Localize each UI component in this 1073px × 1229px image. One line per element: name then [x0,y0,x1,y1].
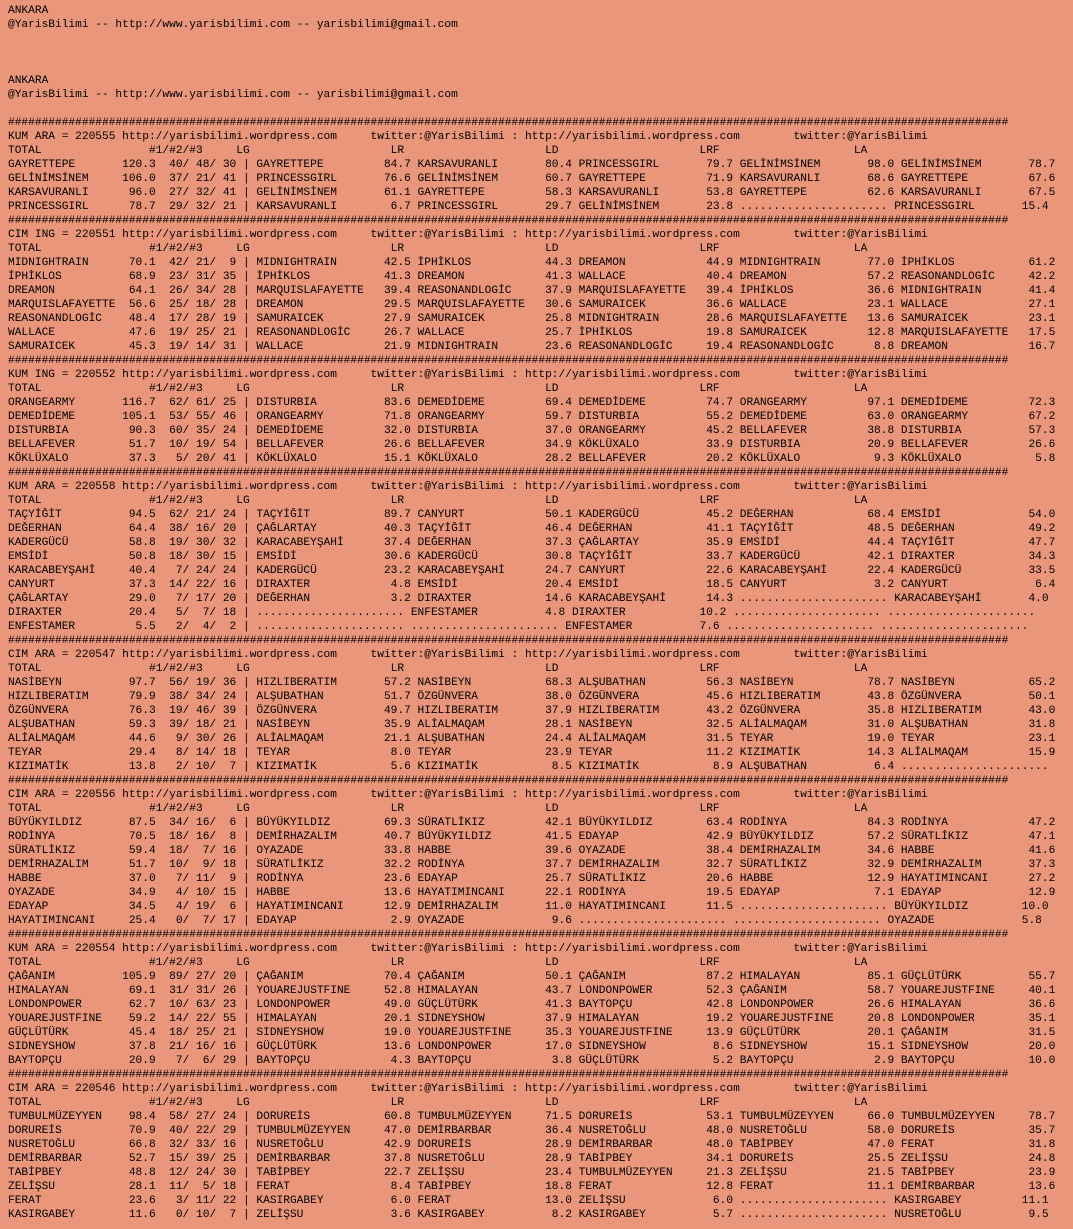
table-row: FERAT 23.6 3/ 11/ 22 | KASIRGABEY 6.0 FERAT 13.0 ZELİŞSU 6.0 ...................... KASIRGABEY 11.1 [8,1195,1049,1207]
table-row: ENFESTAMER 5.5 2/ 4/ 2 | ...................... ...................... ENFESTAMER 7.6 ...................... ...................... [8,621,1029,633]
column-header-row: TOTAL #1/#2/#3 LG LR LD LRF LA [8,383,868,395]
table-row: RODİNYA 70.5 18/ 16/ 8 | DEMİRHAZALIM 40.7 BÜYÜKYILDIZ 41.5 EDAYAP 42.9 BÜYÜKYILDIZ 57.2 SÜRATLİKIZ 47.1 [8,831,1056,843]
column-header-row: TOTAL #1/#2/#3 LG LR LD LRF LA [8,495,868,507]
table-row: DEMİRHAZALIM 51.7 10/ 9/ 18 | SÜRATLİKIZ 32.2 RODİNYA 37.7 DEMİRHAZALIM 32.7 SÜRATLİKIZ 32.9 DEMİRHAZALIM 37.3 [8,859,1056,871]
table-row: DISTURBIA 90.3 60/ 35/ 24 | DEMEDİDEME 32.0 DISTURBIA 37.0 ORANGEARMY 45.2 BELLAFEVER 38.8 DISTURBIA 57.3 [8,425,1056,437]
table-row: ÇAĞANIM 105.9 89/ 27/ 20 | ÇAĞANIM 70.4 ÇAĞANIM 50.1 ÇAĞANIM 87.2 HIMALAYAN 85.1 GÜÇLÜTÜRK 55.7 [8,971,1056,983]
table-row: HIMALAYAN 69.1 31/ 31/ 26 | YOUAREJUSTFINE 52.8 HIMALAYAN 43.7 LONDONPOWER 52.3 ÇAĞANIM 58.7 YOUAREJUSTFINE 40.1 [8,985,1056,997]
table-row: GÜÇLÜTÜRK 45.4 18/ 25/ 21 | SIDNEYSHOW 19.0 YOUAREJUSTFINE 35.3 YOUAREJUSTFINE 13.9 GÜÇLÜTÜRK 20.1 ÇAĞANIM 31.5 [8,1027,1056,1039]
table-row: GAYRETTEPE 120.3 40/ 48/ 30 | GAYRETTEPE 84.7 KARSAVURANLI 80.4 PRINCESSGIRL 79.7 GELİNİMSİNEM 98.0 GELİNİMSİNEM 78.7 [8,159,1056,171]
table-row: CANYURT 37.3 14/ 22/ 16 | DIRAXTER 4.8 EMSİDİ 20.4 EMSİDİ 18.5 CANYURT 3.2 CANYURT 6.4 [8,579,1056,591]
blank-line [8,102,1073,116]
table-row: GELİNİMSİNEM 106.0 37/ 21/ 41 | PRINCESSGIRL 76.6 GELİNİMSİNEM 60.7 GAYRETTEPE 71.9 KARSAVURANLI 68.6 GAYRETTEPE 67.6 [8,173,1056,185]
table-row: WALLACE 47.6 19/ 25/ 21 | REASONANDLOGİC 26.7 WALLACE 25.7 İPHİKLOS 19.8 SAMURAICEK 12.8 MARQUISLAFAYETTE 17.5 [8,327,1056,339]
separator-line: ##################################################################################################################################################### [8,929,1009,941]
site-info-line: @YarisBilimi -- http://www.yarisbilimi.com -- yarisbilimi@gmail.com [8,19,458,31]
table-row: ALŞUBATHAN 59.3 39/ 18/ 21 | NASİBEYN 35.9 ALİALMAQAM 28.1 NASİBEYN 32.5 ALİALMAQAM 31.0 ALŞUBATHAN 31.8 [8,719,1056,731]
table-row: TAÇYİĞİT 94.5 62/ 21/ 24 | TAÇYİĞİT 89.7 CANYURT 50.1 KADERGÜCÜ 45.2 DEĞERHAN 68.4 EMSİDİ 54.0 [8,509,1056,521]
table-row: EMSİDİ 50.8 18/ 30/ 15 | EMSİDİ 30.6 KADERGÜCÜ 30.8 TAÇYİĞİT 33.7 KADERGÜCÜ 42.1 DIRAXTER 34.3 [8,551,1056,563]
table-row: HABBE 37.0 7/ 11/ 9 | RODİNYA 23.6 EDAYAP 25.7 SÜRATLİKIZ 20.6 HABBE 12.9 HAYATIMINCANI 27.2 [8,873,1056,885]
table-row: EDAYAP 34.5 4/ 19/ 6 | HAYATIMINCANI 12.9 DEMİRHAZALIM 11.0 HAYATIMINCANI 11.5 ...................... BÜYÜKYILDIZ 10.0 [8,901,1049,913]
table-row: HAYATIMINCANI 25.4 0/ 7/ 17 | EDAYAP 2.9 OYAZADE 9.6 ...................... ...................... OYAZADE 5.8 [8,915,1042,927]
table-row: BAYTOPÇU 20.9 7/ 6/ 29 | BAYTOPÇU 4.3 BAYTOPÇU 3.8 GÜÇLÜTÜRK 5.2 BAYTOPÇU 2.9 BAYTOPÇU 10.0 [8,1055,1056,1067]
table-row: MARQUISLAFAYETTE 56.6 25/ 18/ 28 | DREAMON 29.5 MARQUISLAFAYETTE 30.6 SAMURAICEK 36.6 WALLACE 23.1 WALLACE 27.1 [8,299,1056,311]
table-row: ORANGEARMY 116.7 62/ 61/ 25 | DISTURBIA 83.6 DEMEDİDEME 69.4 DEMEDİDEME 74.7 ORANGEARMY 97.1 DEMEDİDEME 72.3 [8,397,1056,409]
table-row: SAMURAICEK 45.3 19/ 14/ 31 | WALLACE 21.9 MIDNIGHTRAIN 23.6 REASONANDLOGİC 19.4 REASONANDLOGİC 8.8 DREAMON 16.7 [8,341,1056,353]
table-row: KIZIMATİK 13.8 2/ 10/ 7 | KIZIMATİK 5.6 KIZIMATİK 8.5 KIZIMATİK 8.9 ALŞUBATHAN 6.4 ...................... [8,761,1049,773]
table-row: ZELİŞSU 28.1 11/ 5/ 18 | FERAT 8.4 TABİPBEY 18.8 FERAT 12.8 FERAT 11.1 DEMİRBARBAR 13.6 [8,1181,1056,1193]
column-header-row: TOTAL #1/#2/#3 LG LR LD LRF LA [8,145,868,157]
table-row: OYAZADE 34.9 4/ 10/ 15 | HABBE 13.6 HAYATIMINCANI 22.1 RODİNYA 19.5 EDAYAP 7.1 EDAYAP 12.9 [8,887,1056,899]
table-row: NUSRETOĞLU 66.8 32/ 33/ 16 | NUSRETOĞLU 42.9 DORUREİS 28.9 DEMİRBARBAR 48.0 TABİPBEY 47.0 FERAT 31.8 [8,1139,1056,1151]
column-header-row: TOTAL #1/#2/#3 LG LR LD LRF LA [8,1097,868,1109]
table-row: ALİALMAQAM 44.6 9/ 30/ 26 | ALİALMAQAM 21.1 ALŞUBATHAN 24.4 ALİALMAQAM 31.5 TEYAR 19.0 TEYAR 23.1 [8,733,1056,745]
race-header: CIM ARA = 220547 http://yarisbilimi.wordpress.com twitter:@YarisBilimi : http://yarisbilimi.wordpress.com twitter:@YarisBilimi [8,649,928,661]
separator-line: ##################################################################################################################################################### [8,215,1009,227]
table-row: KÖKLÜXALO 37.3 5/ 20/ 41 | KÖKLÜXALO 15.1 KÖKLÜXALO 28.2 BELLAFEVER 20.2 KÖKLÜXALO 9.3 KÖKLÜXALO 5.8 [8,453,1056,465]
table-row: TUMBULMÜZEYYEN 98.4 58/ 27/ 24 | DORUREİS 60.8 TUMBULMÜZEYYEN 71.5 DORUREİS 53.1 TUMBULMÜZEYYEN 66.0 TUMBULMÜZEYYEN 78.7 [8,1111,1056,1123]
table-row: İPHİKLOS 68.9 23/ 31/ 35 | İPHİKLOS 41.3 DREAMON 41.3 WALLACE 40.4 DREAMON 57.2 REASONANDLOGİC 42.2 [8,271,1056,283]
table-row: MIDNIGHTRAIN 70.1 42/ 21/ 9 | MIDNIGHTRAIN 42.5 İPHİKLOS 44.3 DREAMON 44.9 MIDNIGHTRAIN 77.0 İPHİKLOS 61.2 [8,257,1056,269]
table-row: BELLAFEVER 51.7 10/ 19/ 54 | BELLAFEVER 26.6 BELLAFEVER 34.9 KÖKLÜXALO 33.9 DISTURBIA 20.9 BELLAFEVER 26.6 [8,439,1056,451]
table-row: KARACABEYŞAHİ 40.4 7/ 24/ 24 | KADERGÜCÜ 23.2 KARACABEYŞAHİ 24.7 CANYURT 22.6 KARACABEYŞAHİ 22.4 KADERGÜCÜ 33.5 [8,565,1056,577]
table-row: BÜYÜKYILDIZ 87.5 34/ 16/ 6 | BÜYÜKYILDIZ 69.3 SÜRATLİKIZ 42.1 BÜYÜKYILDIZ 63.4 RODİNYA 84.3 RODİNYA 47.2 [8,817,1056,829]
race-header: KUM ARA = 220554 http://yarisbilimi.wordpress.com twitter:@YarisBilimi : http://yarisbilimi.wordpress.com twitter:@YarisBilimi [8,943,928,955]
site-info-line: @YarisBilimi -- http://www.yarisbilimi.com -- yarisbilimi@gmail.com [8,89,458,101]
table-row: DIRAXTER 20.4 5/ 7/ 18 | ...................... ENFESTAMER 4.8 DIRAXTER 10.2 ...................... ...................... [8,607,1036,619]
table-row: TEYAR 29.4 8/ 14/ 18 | TEYAR 8.0 TEYAR 23.9 TEYAR 11.2 KIZIMATİK 14.3 ALİALMAQAM 15.9 [8,747,1056,759]
separator-line: ##################################################################################################################################################### [8,775,1009,787]
table-row: PRINCESSGIRL 78.7 29/ 32/ 21 | KARSAVURANLI 6.7 PRINCESSGIRL 29.7 GELİNİMSİNEM 23.8 ...................... PRINCESSGIRL 15.4 [8,201,1049,213]
table-row: DREAMON 64.1 26/ 34/ 28 | MARQUISLAFAYETTE 39.4 REASONANDLOGİC 37.9 MARQUISLAFAYETTE 39.4 İPHİKLOS 36.6 MIDNIGHTRAIN 41.4 [8,285,1056,297]
separator-line: ##################################################################################################################################################### [8,117,1009,129]
separator-line: ##################################################################################################################################################### [8,1069,1009,1081]
table-row: YOUAREJUSTFINE 59.2 14/ 22/ 55 | HIMALAYAN 20.1 SIDNEYSHOW 37.9 HIMALAYAN 19.2 YOUAREJUSTFINE 20.8 LONDONPOWER 35.1 [8,1013,1056,1025]
table-row: KADERGÜCÜ 58.8 19/ 30/ 32 | KARACABEYŞAHİ 37.4 DEĞERHAN 37.3 ÇAĞLARTAY 35.9 EMSİDİ 44.4 TAÇYİĞİT 47.7 [8,537,1056,549]
table-row: SIDNEYSHOW 37.8 21/ 16/ 16 | GÜÇLÜTÜRK 13.6 LONDONPOWER 17.0 SIDNEYSHOW 8.6 SIDNEYSHOW 15.1 SIDNEYSHOW 20.0 [8,1041,1056,1053]
separator-line: ##################################################################################################################################################### [8,635,1009,647]
table-row: REASONANDLOGİC 48.4 17/ 28/ 19 | SAMURAICEK 27.9 SAMURAICEK 25.8 MIDNIGHTRAIN 28.6 MARQUISLAFAYETTE 13.6 SAMURAICEK 23.1 [8,313,1056,325]
table-row: DORUREİS 70.9 40/ 22/ 29 | TUMBULMÜZEYYEN 47.0 DEMİRBARBAR 36.4 NUSRETOĞLU 48.0 NUSRETOĞLU 58.0 DORUREİS 35.7 [8,1125,1056,1137]
table-row: KARSAVURANLI 96.0 27/ 32/ 41 | GELİNİMSİNEM 61.1 GAYRETTEPE 58.3 KARSAVURANLI 53.8 GAYRETTEPE 62.6 KARSAVURANLI 67.5 [8,187,1056,199]
blank-line [8,46,1073,60]
table-row: DEMEDİDEME 105.1 53/ 55/ 46 | ORANGEARMY 71.8 ORANGEARMY 59.7 DISTURBIA 55.2 DEMEDİDEME 63.0 ORANGEARMY 67.2 [8,411,1056,423]
table-row: ÇAĞLARTAY 29.0 7/ 17/ 20 | DEĞERHAN 3.2 DIRAXTER 14.6 KARACABEYŞAHİ 14.3 ...................... KARACABEYŞAHİ 4.0 [8,593,1049,605]
table-row: HIZLIBERATIM 79.9 38/ 34/ 24 | ALŞUBATHAN 51.7 ÖZGÜNVERA 38.0 ÖZGÜNVERA 45.6 HIZLIBERATIM 43.8 ÖZGÜNVERA 50.1 [8,691,1056,703]
column-header-row: TOTAL #1/#2/#3 LG LR LD LRF LA [8,957,868,969]
race-header: KUM ARA = 220558 http://yarisbilimi.wordpress.com twitter:@YarisBilimi : http://yarisbilimi.wordpress.com twitter:@YarisBilimi [8,481,928,493]
column-header-row: TOTAL #1/#2/#3 LG LR LD LRF LA [8,663,868,675]
table-row: DEMİRBARBAR 52.7 15/ 39/ 25 | DEMİRBARBAR 37.8 NUSRETOĞLU 28.9 TABİPBEY 34.1 DORUREİS 25.5 ZELİŞSU 24.8 [8,1153,1056,1165]
separator-line: ##################################################################################################################################################### [8,355,1009,367]
table-row: DEĞERHAN 64.4 38/ 16/ 20 | ÇAĞLARTAY 40.3 TAÇYİĞİT 46.4 DEĞERHAN 41.1 TAÇYİĞİT 48.5 DEĞERHAN 49.2 [8,523,1056,535]
race-header: KUM ARA = 220555 http://yarisbilimi.wordpress.com twitter:@YarisBilimi : http://yarisbilimi.wordpress.com twitter:@YarisBilimi [8,131,928,143]
column-header-row: TOTAL #1/#2/#3 LG LR LD LRF LA [8,803,868,815]
column-header-row: TOTAL #1/#2/#3 LG LR LD LRF LA [8,243,868,255]
separator-line: ##################################################################################################################################################### [8,467,1009,479]
table-row: LONDONPOWER 62.7 10/ 63/ 23 | LONDONPOWER 49.0 GÜÇLÜTÜRK 41.3 BAYTOPÇU 42.8 LONDONPOWER 26.6 HIMALAYAN 36.6 [8,999,1056,1011]
city-title: ANKARA [8,5,49,17]
table-row: TABİPBEY 48.8 12/ 24/ 30 | TABİPBEY 22.7 ZELİŞSU 23.4 TUMBULMÜZEYYEN 21.3 ZELİŞSU 21.5 TABİPBEY 23.9 [8,1167,1056,1179]
race-header: KUM ING = 220552 http://yarisbilimi.wordpress.com twitter:@YarisBilimi : http://yarisbilimi.wordpress.com twitter:@YarisBilimi [8,369,928,381]
race-header: CIM ING = 220551 http://yarisbilimi.wordpress.com twitter:@YarisBilimi : http://yarisbilimi.wordpress.com twitter:@YarisBilimi [8,229,928,241]
table-row: NASİBEYN 97.7 56/ 19/ 36 | HIZLIBERATIM 57.2 NASİBEYN 68.3 ALŞUBATHAN 56.3 NASİBEYN 78.7 NASİBEYN 65.2 [8,677,1056,689]
blank-line [8,60,1073,74]
race-header: CIM ARA = 220546 http://yarisbilimi.wordpress.com twitter:@YarisBilimi : http://yarisbilimi.wordpress.com twitter:@YarisBilimi [8,1083,928,1095]
table-row: ÖZGÜNVERA 76.3 19/ 46/ 39 | ÖZGÜNVERA 49.7 HIZLIBERATIM 37.9 HIZLIBERATIM 43.2 ÖZGÜNVERA 35.8 HIZLIBERATIM 43.0 [8,705,1056,717]
table-row: SÜRATLİKIZ 59.4 18/ 7/ 16 | OYAZADE 33.8 HABBE 39.6 OYAZADE 38.4 DEMİRHAZALIM 34.6 HABBE 41.6 [8,845,1056,857]
race-header: CIM ARA = 220556 http://yarisbilimi.wordpress.com twitter:@YarisBilimi : http://yarisbilimi.wordpress.com twitter:@YarisBilimi [8,789,928,801]
table-row: KASIRGABEY 11.6 0/ 10/ 7 | ZELİŞSU 3.6 KASIRGABEY 8.2 KASIRGABEY 5.7 ...................... NUSRETOĞLU 9.5 [8,1209,1049,1221]
blank-line [8,32,1073,46]
city-title: ANKARA [8,75,49,87]
